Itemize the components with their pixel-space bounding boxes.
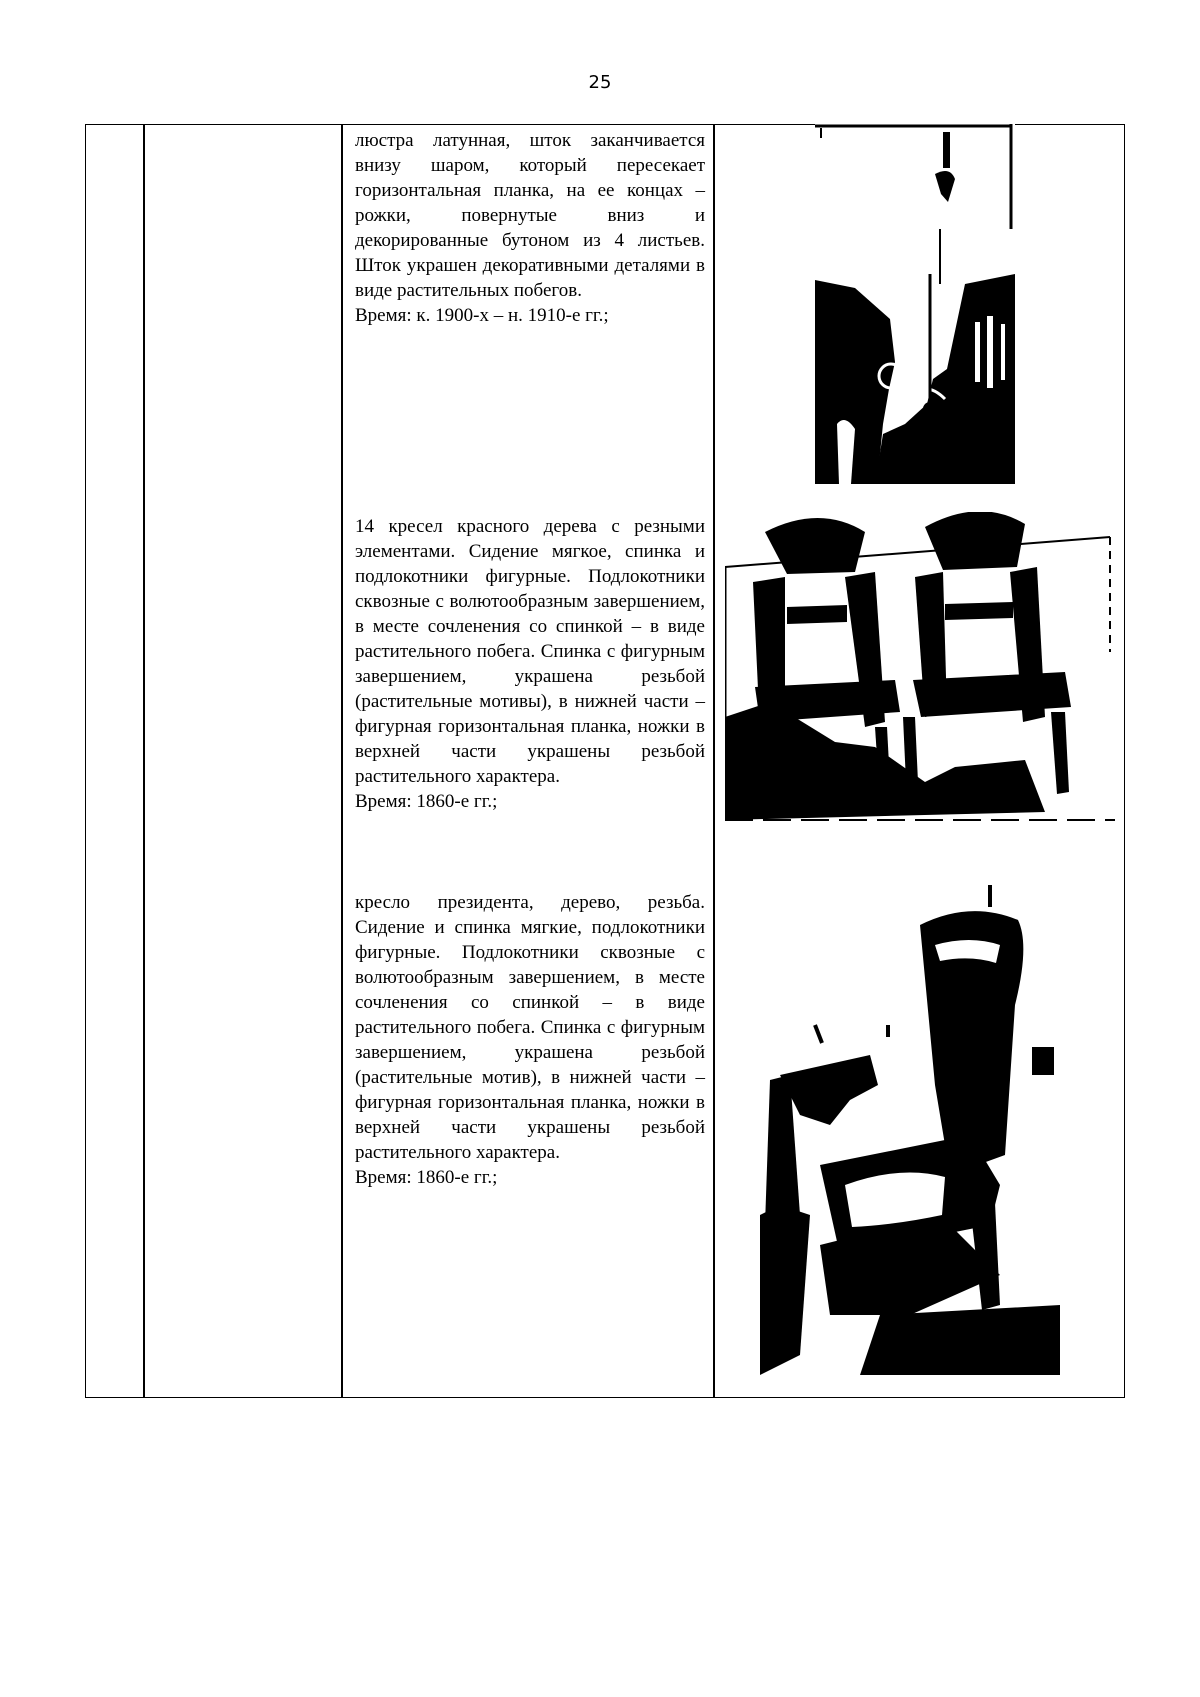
entry-description xyxy=(355,514,705,814)
chandelier-photo xyxy=(815,124,1015,484)
entry-time: Время: 1860-е гг.; xyxy=(355,1167,498,1188)
column-divider xyxy=(713,125,715,1397)
presidential-armchair-photo xyxy=(760,885,1090,1375)
entry-description xyxy=(355,890,705,1190)
entry-text: 14 кресел красного дерева с резными элементами. Сидение мягкое, спинка и подлокотники фигурные. Подлокотники сквозные с волютообразным завершением, в месте сочленения со спинкой – в виде растительного побега. Спинка с фигурным завершением, украшена резьбой (растительные мотивы), в нижней части – фигурная горизонтальная планка, ножки в верхней части украшены резьбой растительного характера. xyxy=(355,516,705,787)
column-divider xyxy=(341,125,343,1397)
entry-text: кресло президента, дерево, резьба. Сидение и спинка мягкие, подлокотники фигурные. Подлокотники сквозные с волютообразным завершением, в месте сочленения со спинкой – в виде растительного побега. Спинка с фигурным завершением, украшена резьбой (растительные мотив), в нижней части – фигурная горизонтальная планка, ножки в верхней части украшены резьбой растительного характера. xyxy=(355,892,705,1163)
column-divider xyxy=(143,125,145,1397)
entry-description xyxy=(355,128,705,328)
two-armchairs-photo xyxy=(725,512,1115,822)
entry-time: Время: 1860-е гг.; xyxy=(355,791,498,812)
page-number: 25 xyxy=(588,72,612,93)
entry-text: люстра латунная, шток заканчивается внизу шаром, который пересекает горизонтальная планка, на ее концах – рожки, повернутые вниз и декорированные бутоном из 4 листьев. Шток украшен декоративными деталями в виде растительных побегов. xyxy=(355,130,705,301)
entry-time: Время: к. 1900-х – н. 1910-е гг.; xyxy=(355,305,609,326)
